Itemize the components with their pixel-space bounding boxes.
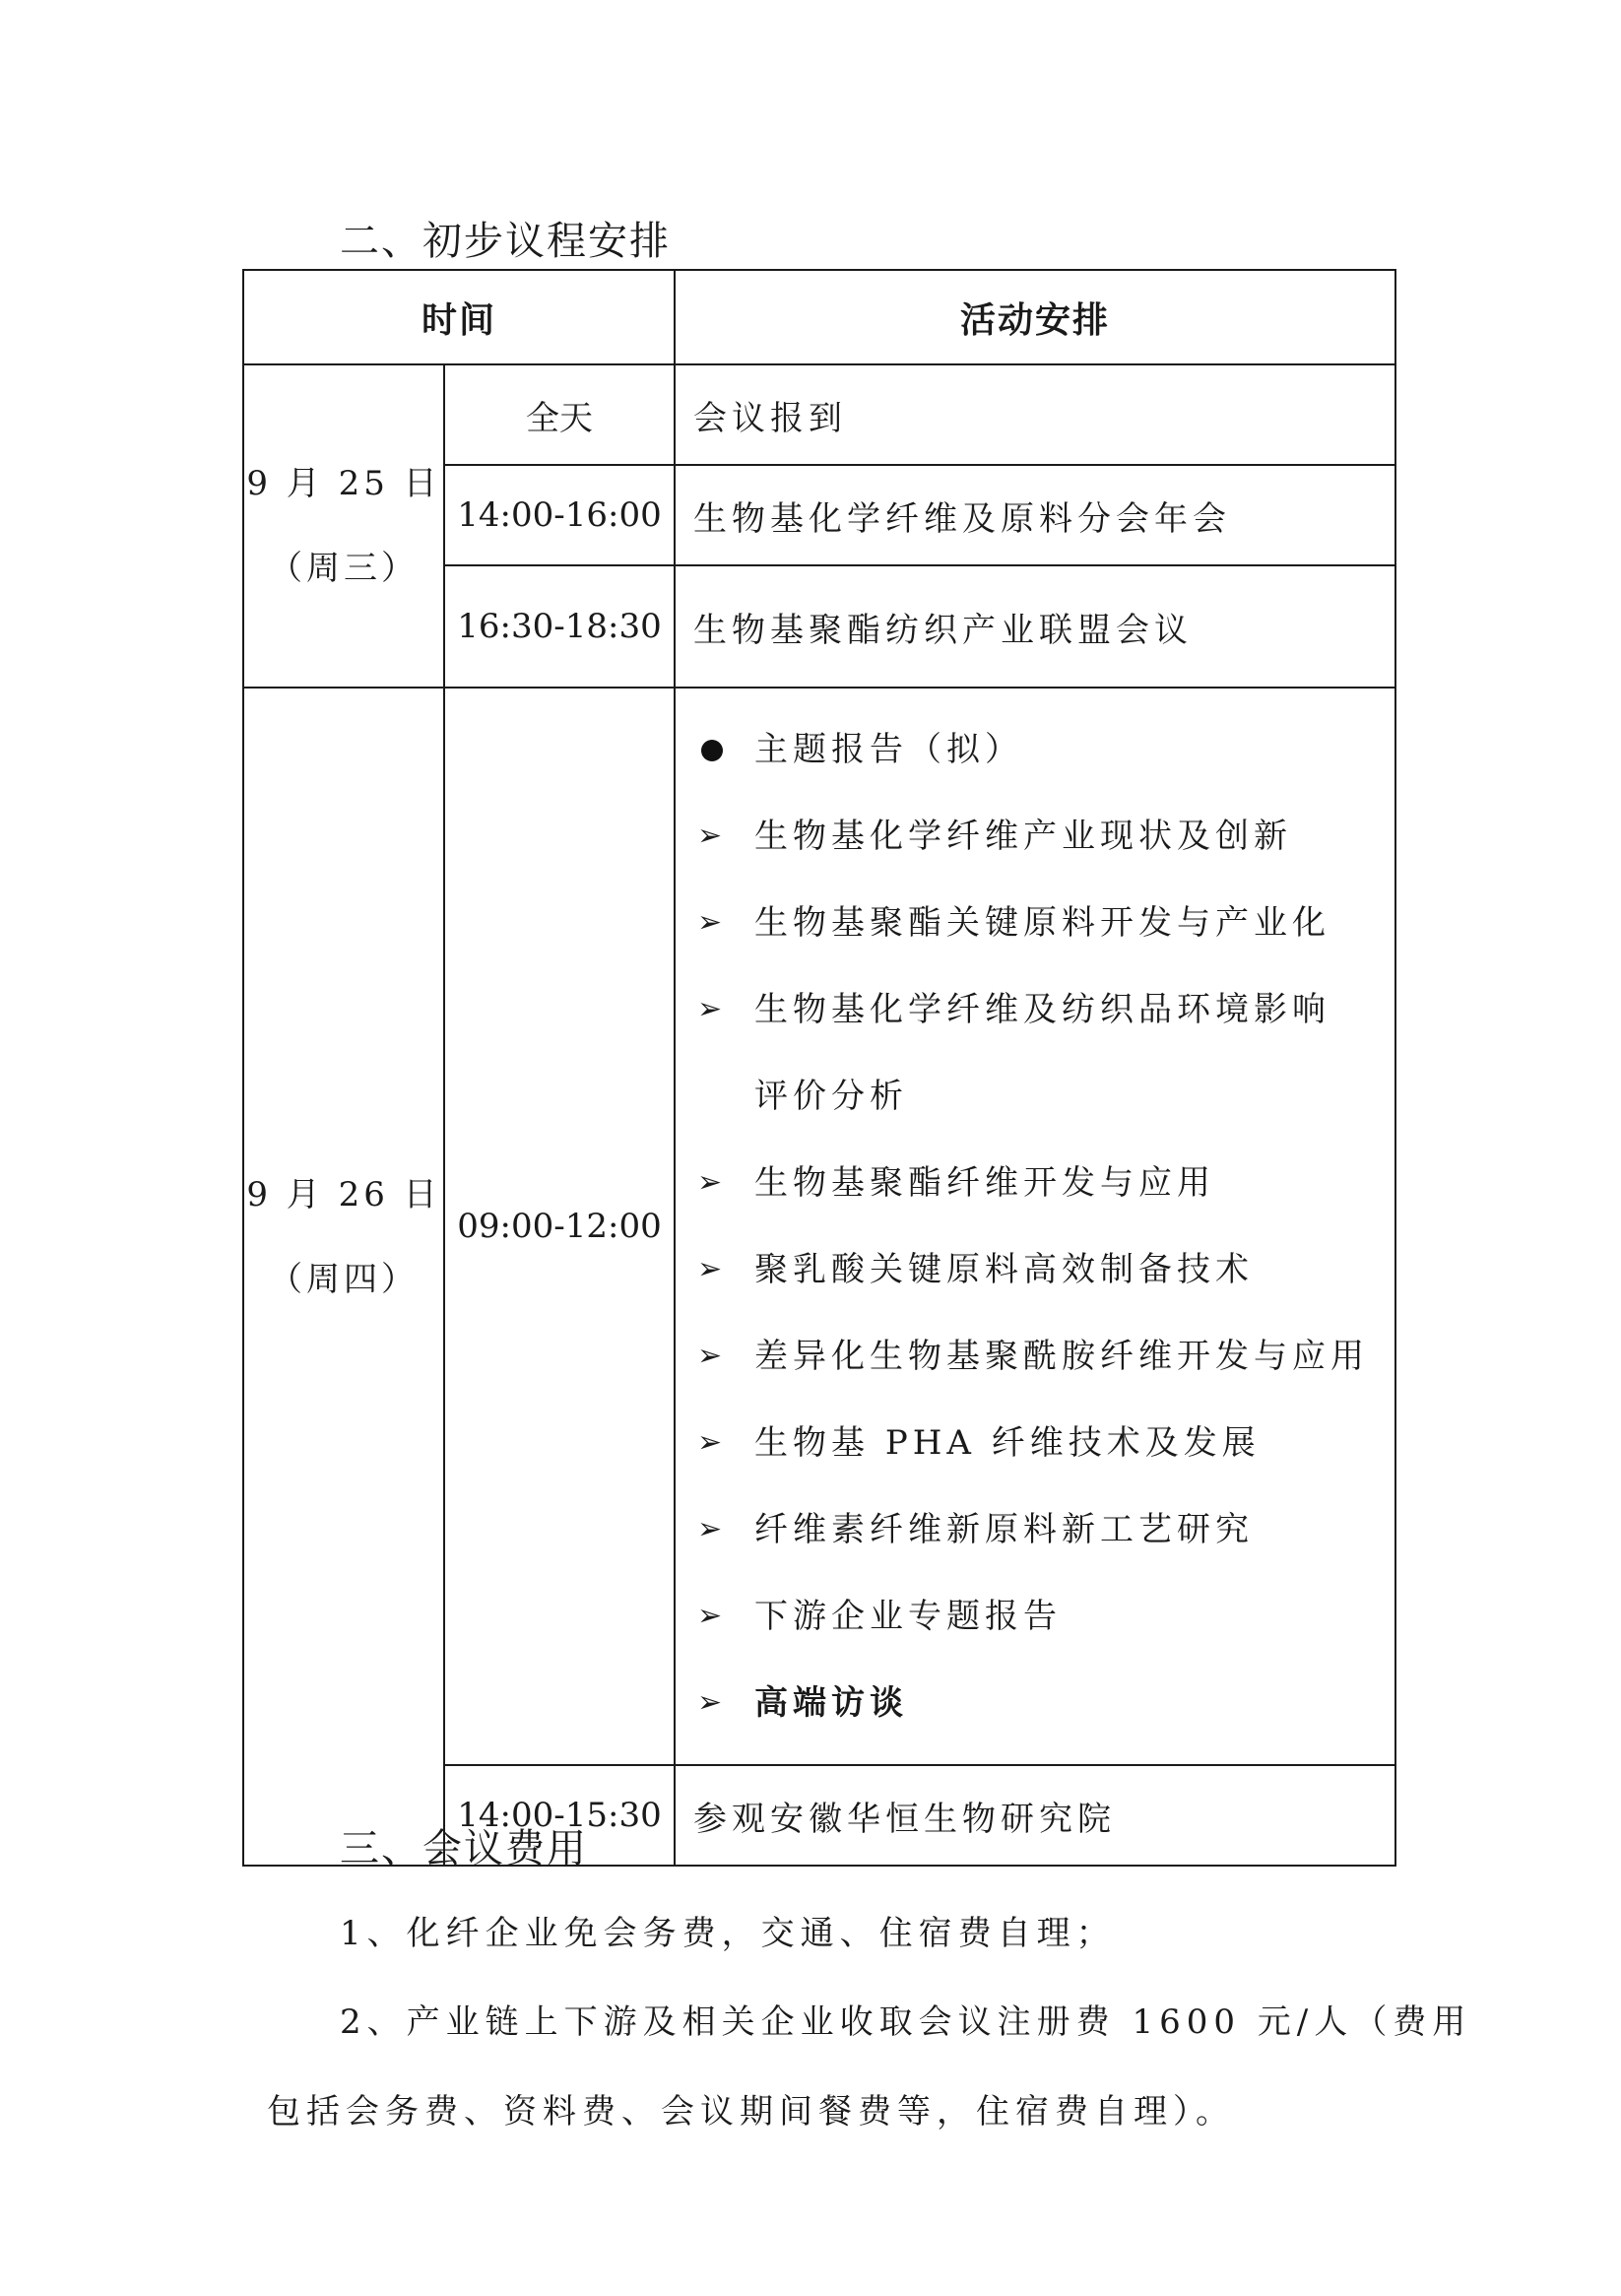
- fee-item-2-continued: 包括会务费、资料费、会议期间餐费等，住宿费自理）。: [267, 2092, 1235, 2132]
- day2-weekday: （周四）: [269, 1260, 419, 1299]
- list-item: [693, 1400, 1394, 1486]
- arrow-bullet-icon: ➢: [697, 992, 723, 1026]
- arrow-bullet-icon: ➢: [697, 1252, 723, 1286]
- topic-list: [693, 689, 1394, 1764]
- agenda-table: [242, 269, 1396, 1867]
- header-time: 时间: [243, 270, 675, 364]
- arrow-bullet-icon: ➢: [697, 905, 723, 940]
- list-item-text: 纤维素纤维新原料新工艺研究: [754, 1510, 1255, 1549]
- day1-date: 9 月 25 日: [246, 464, 441, 503]
- arrow-bullet-icon: ➢: [697, 1685, 723, 1720]
- list-item: [693, 880, 1394, 966]
- table-row: [243, 688, 1395, 1765]
- header-activity: 活动安排: [675, 270, 1395, 364]
- day2-morning-time: 09:00-12:00: [444, 688, 675, 1765]
- list-item: [693, 1226, 1394, 1313]
- day2-afternoon-activity: 参观安徽华恒生物研究院: [675, 1765, 1395, 1866]
- section-3-heading: 三、会议费用: [340, 1826, 588, 1871]
- arrow-bullet-icon: ➢: [697, 1425, 723, 1460]
- list-item-text: 聚乳酸关键原料高效制备技术: [754, 1250, 1255, 1289]
- list-item: [693, 966, 1355, 1140]
- list-item: [693, 1486, 1394, 1573]
- day1-row1-activity: 会议报到: [675, 364, 1395, 465]
- day1-row2-time: 14:00-16:00: [444, 465, 675, 565]
- list-item: [693, 1573, 1394, 1660]
- arrow-bullet-icon: ➢: [697, 1512, 723, 1546]
- list-item-text: 下游企业专题报告: [754, 1597, 1063, 1636]
- arrow-bullet-icon: ➢: [697, 1339, 723, 1373]
- day1-weekday: （周三）: [269, 549, 419, 588]
- list-item-text: 生物基聚酯纤维开发与应用: [754, 1163, 1216, 1203]
- day2-topic-list-cell: [675, 688, 1395, 1765]
- list-item-text: 差异化生物基聚酰胺纤维开发与应用: [754, 1337, 1370, 1376]
- list-item: [693, 793, 1394, 880]
- day1-row3-activity: 生物基聚酯纺织产业联盟会议: [675, 565, 1395, 688]
- day1-row1-time: 全天: [444, 364, 675, 465]
- list-item-text: 生物基 PHA 纤维技术及发展: [754, 1423, 1261, 1463]
- list-item-text: 生物基化学纤维及纺织品环境影响评价分析: [754, 990, 1331, 1116]
- list-item: [693, 1660, 1394, 1746]
- list-item-text: 生物基化学纤维产业现状及创新: [754, 817, 1293, 856]
- list-item-text: 主题报告（拟）: [754, 730, 1024, 769]
- list-item: [693, 706, 1394, 793]
- list-item-text: 高端访谈: [754, 1683, 909, 1723]
- fee-item-1: 1、化纤企业免会务费，交通、住宿费自理；: [340, 1914, 1116, 1953]
- list-item: [693, 1140, 1394, 1226]
- arrow-bullet-icon: ➢: [697, 1599, 723, 1633]
- agenda-header-row: [243, 270, 1395, 364]
- day2-date-cell: [243, 688, 444, 1866]
- bullet-dot-icon: [701, 740, 723, 761]
- day2-date: 9 月 26 日: [246, 1175, 441, 1214]
- list-item: [693, 1313, 1394, 1400]
- section-2-heading: 二、初步议程安排: [340, 219, 671, 264]
- day2-afternoon-time: 14:00-15:30: [444, 1765, 675, 1866]
- day1-date-cell: [243, 364, 444, 688]
- list-item-text: 生物基聚酯关键原料开发与产业化: [754, 903, 1331, 943]
- arrow-bullet-icon: ➢: [697, 1165, 723, 1200]
- day1-row2-activity: 生物基化学纤维及原料分会年会: [675, 465, 1395, 565]
- table-row: [243, 364, 1395, 465]
- fee-item-2: 2、产业链上下游及相关企业收取会议注册费 1600 元/人（费用: [340, 2002, 1472, 2042]
- day1-row3-time: 16:30-18:30: [444, 565, 675, 688]
- arrow-bullet-icon: ➢: [697, 819, 723, 853]
